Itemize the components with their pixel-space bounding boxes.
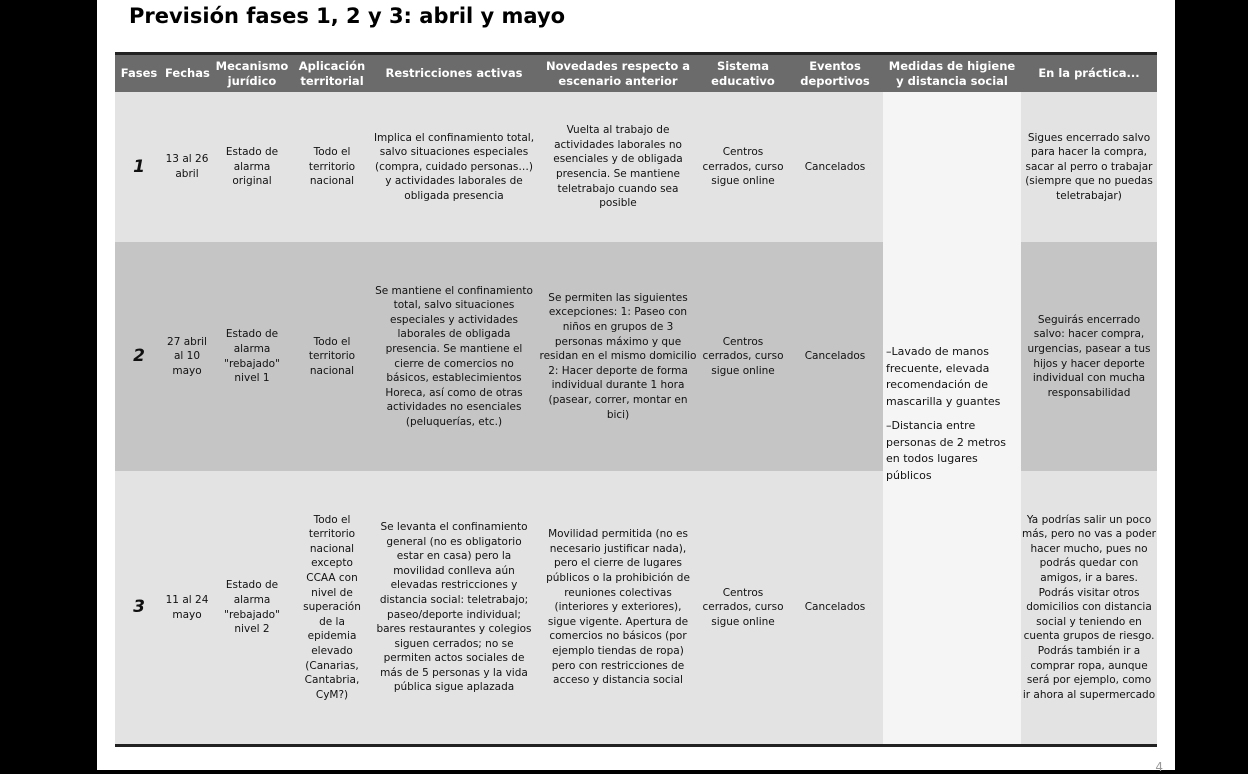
novedades-cell: Movilidad permitida (no es necesario justificar nada), pero el cierre de lugares públicos o la prohibición de reuniones colectivas (interiores y exteriores), sigue vigente. Apertura de comercios no básicos (por ejemplo tiendas de ropa) pero con restricciones de acceso y distancia social bbox=[537, 471, 699, 746]
fechas-cell: 27 abril al 10 mayo bbox=[163, 242, 211, 471]
header-novedades: Novedades respecto a escenario anterior bbox=[537, 54, 699, 93]
deportivos-cell: Cancelados bbox=[787, 92, 883, 242]
fase-cell: 1 bbox=[115, 92, 163, 242]
medida-item: –Distancia entre personas de 2 metros en todos lugares públicos bbox=[886, 419, 1006, 482]
medida-item: –Lavado de manos frecuente, elevada recomendación de mascarilla y guantes bbox=[886, 345, 1001, 408]
header-fases: Fases bbox=[115, 54, 163, 93]
practica-cell: Sigues encerrado salvo para hacer la compra, sacar al perro o trabajar (siempre que no puedas teletrabajar) bbox=[1021, 92, 1157, 242]
page-number: 4 bbox=[1155, 760, 1163, 774]
header-educativo: Sistema educativo bbox=[699, 54, 787, 93]
fase-cell: 2 bbox=[115, 242, 163, 471]
educativo-cell: Centros cerrados, curso sigue online bbox=[699, 242, 787, 471]
restricciones-cell: Se mantiene el confinamiento total, salvo situaciones especiales y actividades laborales de obligada presencia. Se mantiene el cierre de comercios no básicos, establecimientos Horeca, así como de otras actividades no esenciales (peluquerías, etc.) bbox=[371, 242, 537, 471]
educativo-cell: Centros cerrados, curso sigue online bbox=[699, 471, 787, 746]
mecanismo-cell: Estado de alarma original bbox=[211, 92, 293, 242]
header-deportivos: Eventos deportivos bbox=[787, 54, 883, 93]
fechas-cell: 13 al 26 abril bbox=[163, 92, 211, 242]
novedades-cell: Se permiten las siguientes excepciones: 1: Paseo con niños en grupos de 3 personas máximo y que residan en el mismo domicilio 2: Hacer deporte de forma individual durante 1 hora (pasear, correr, montar en bici) bbox=[537, 242, 699, 471]
header-restricciones: Restricciones activas bbox=[371, 54, 537, 93]
table-header-row bbox=[115, 54, 1157, 93]
header-aplicacion: Aplicación territorial bbox=[293, 54, 371, 93]
table-row bbox=[115, 92, 1157, 242]
header-mecanismo: Mecanismo jurídico bbox=[211, 54, 293, 93]
header-practica: En la práctica... bbox=[1021, 54, 1157, 93]
educativo-cell: Centros cerrados, curso sigue online bbox=[699, 92, 787, 242]
mecanismo-cell: Estado de alarma "rebajado" nivel 2 bbox=[211, 471, 293, 746]
deportivos-cell: Cancelados bbox=[787, 242, 883, 471]
header-medidas: Medidas de higiene y distancia social bbox=[883, 54, 1021, 93]
aplicacion-cell: Todo el territorio nacional excepto CCAA con nivel de superación de la epidemia elevado (Canarias, Cantabria, CyM?) bbox=[293, 471, 371, 746]
practica-cell: Seguirás encerrado salvo: hacer compra, urgencias, pasear a tus hijos y hacer deporte individual con mucha responsabilidad bbox=[1021, 242, 1157, 471]
deportivos-cell: Cancelados bbox=[787, 471, 883, 746]
mecanismo-cell: Estado de alarma "rebajado" nivel 1 bbox=[211, 242, 293, 471]
medidas-cell bbox=[883, 92, 1021, 746]
aplicacion-cell: Todo el territorio nacional bbox=[293, 92, 371, 242]
header-fechas: Fechas bbox=[163, 54, 211, 93]
phases-table bbox=[115, 52, 1157, 747]
fase-cell: 3 bbox=[115, 471, 163, 746]
page-title: Previsión fases 1, 2 y 3: abril y mayo bbox=[129, 4, 566, 28]
fechas-cell: 11 al 24 mayo bbox=[163, 471, 211, 746]
restricciones-cell: Se levanta el confinamiento general (no es obligatorio estar en casa) pero la movilidad conlleva aún elevadas restricciones y distancia social: teletrabajo; paseo/deporte individual; bares restaurantes y colegios siguen cerrados; no se permiten actos sociales de más de 5 personas y la vida pública sigue aplazada bbox=[371, 471, 537, 746]
restricciones-cell: Implica el confinamiento total, salvo situaciones especiales (compra, cuidado personas…) y actividades laborales de obligada presencia bbox=[371, 92, 537, 242]
novedades-cell: Vuelta al trabajo de actividades laborales no esenciales y de obligada presencia. Se mantiene teletrabajo cuando sea posible bbox=[537, 92, 699, 242]
aplicacion-cell: Todo el territorio nacional bbox=[293, 242, 371, 471]
practica-cell: Ya podrías salir un poco más, pero no vas a poder hacer mucho, pues no podrás quedar con amigos, ir a bares. Podrás visitar otros domicilios con distancia social y teniendo en cuenta grupos de riesgo. Podrás también ir a comprar ropa, aunque será por ejemplo, como ir ahora al supermercado bbox=[1021, 471, 1157, 746]
slide bbox=[97, 0, 1175, 774]
